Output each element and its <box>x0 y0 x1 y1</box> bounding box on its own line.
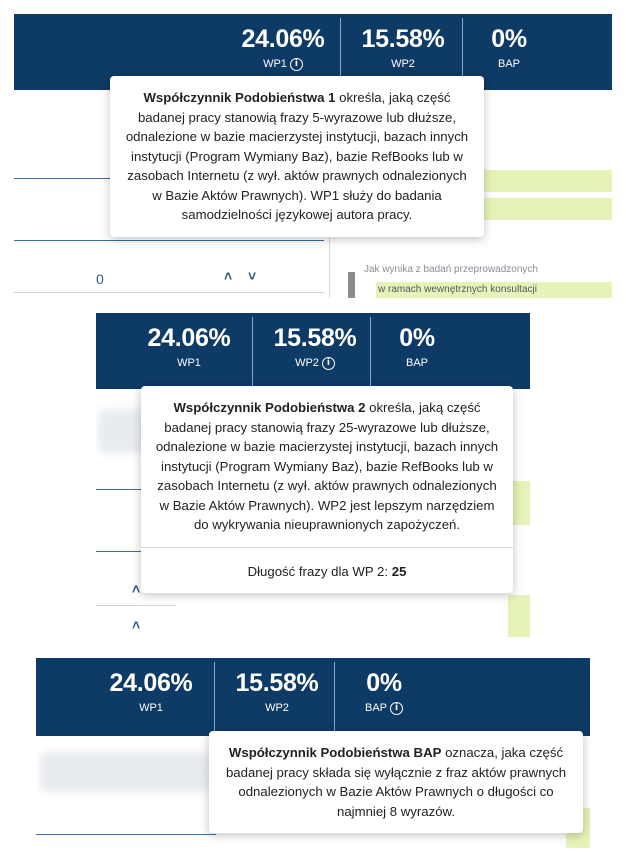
metric-wp1-label: WP1 <box>177 357 201 369</box>
phrase-length-label: Długość frazy dla WP 2: <box>247 563 392 579</box>
chevron-up-icon[interactable]: ˄ <box>224 268 233 284</box>
metric-wp1-value: 24.06% <box>241 25 325 53</box>
divider <box>14 240 324 241</box>
chevron-down-icon[interactable]: ˅ <box>248 268 257 284</box>
metric-bap <box>376 313 458 389</box>
metric-wp1-value: 24.06% <box>109 669 193 697</box>
panel-wp1 <box>14 14 612 298</box>
metric-wp2-value: 15.58% <box>361 25 445 53</box>
chevron-up-icon[interactable]: ˄ <box>132 581 141 597</box>
metric-wp2-value: 15.58% <box>273 324 357 352</box>
metric-wp2 <box>260 313 370 389</box>
metric-bap-label: BAP <box>405 357 428 369</box>
metric-bap-label: BAP <box>364 702 387 714</box>
tooltip-text: oznacza, jaka część badanej pracy składa się wyłącznie z fraz aktów prawnych odnalezionych w Bazie Aktów Prawnych o długości co najmniej 8 wyrazów. <box>225 745 567 819</box>
panel-bap <box>36 658 590 848</box>
metric-wp1-label: WP1 <box>139 702 163 714</box>
metric-wp2-value: 15.58% <box>235 669 319 697</box>
metric-wp2 <box>222 658 332 734</box>
document-text: Jak wynika z badań przeprowadzonych <box>364 264 538 275</box>
metric-wp2-label: WP2 <box>265 702 289 714</box>
phrase-length-value: 25 <box>391 563 407 579</box>
metric-wp2-label: WP2 <box>295 357 319 369</box>
metric-bap-value: 0% <box>399 324 435 352</box>
metric-wp1-value: 24.06% <box>147 324 231 352</box>
chevron-up-icon[interactable]: ˄ <box>132 617 141 633</box>
metrics-header <box>96 313 530 389</box>
highlight <box>472 198 612 220</box>
metric-bap-value: 0% <box>366 669 402 697</box>
divider <box>370 317 371 389</box>
divider <box>334 662 335 734</box>
divider <box>96 605 176 606</box>
counter-value: 0 <box>96 271 104 287</box>
divider <box>252 317 253 389</box>
metric-bap-label: BAP <box>497 58 520 70</box>
panel-wp2 <box>96 313 530 637</box>
tooltip-text: określa, jaką część badanej pracy stanowią frazy 5-wyrazowe lub dłuższe, odnalezione w bazie macierzystej instytucji, bazach innych instytucji (Program Wymiany Baz), bazie RefBooks lub w zasobach Internetu (z wył. aktów prawnych odnalezionych w Bazie Aktów Prawnych). WP1 służy do badania samodzielności językowej autora pracy. <box>125 90 469 222</box>
metrics-header <box>36 658 590 736</box>
tooltip-wp1 <box>110 76 484 237</box>
avatar <box>40 752 210 792</box>
metric-bap-value: 0% <box>491 25 527 53</box>
tooltip-bap <box>209 731 583 833</box>
phrase-length-row <box>141 547 513 582</box>
divider <box>14 292 324 293</box>
metric-wp2-label: WP2 <box>391 58 415 70</box>
divider <box>214 662 215 734</box>
tooltip-title: Współczynnik Podobieństwa 1 <box>143 90 336 105</box>
tooltip-title: Współczynnik Podobieństwa BAP <box>228 745 442 760</box>
metric-wp1 <box>96 658 206 734</box>
info-icon[interactable]: i <box>322 357 335 370</box>
info-icon[interactable]: i <box>290 58 303 71</box>
tooltip-title: Współczynnik Podobieństwa 2 <box>173 400 366 415</box>
metric-wp1 <box>134 313 244 389</box>
metric-bap <box>340 658 428 734</box>
marker-bar <box>348 272 355 298</box>
highlight <box>472 170 612 192</box>
document-text: w ramach wewnętrznych konsultacji <box>378 284 537 295</box>
metric-wp1-label: WP1 <box>263 58 287 70</box>
tooltip-text: określa, jaką część badanej pracy stanowią frazy 25-wyrazowe lub dłuższe, odnalezione w bazie macierzystej instytucji, bazach innych instytucji (Program Wymiany Baz), bazie RefBooks lub w zasobach Internetu (z wył. aktów prawnych odnalezionych w Bazie Aktów Prawnych). WP2 jest lepszym narzędziem do wykrywania nieuprawnionych zapożyczeń. <box>155 400 499 532</box>
info-icon[interactable]: i <box>390 702 403 715</box>
tooltip-wp2 <box>141 386 513 593</box>
divider <box>36 834 216 835</box>
highlight <box>508 595 530 637</box>
